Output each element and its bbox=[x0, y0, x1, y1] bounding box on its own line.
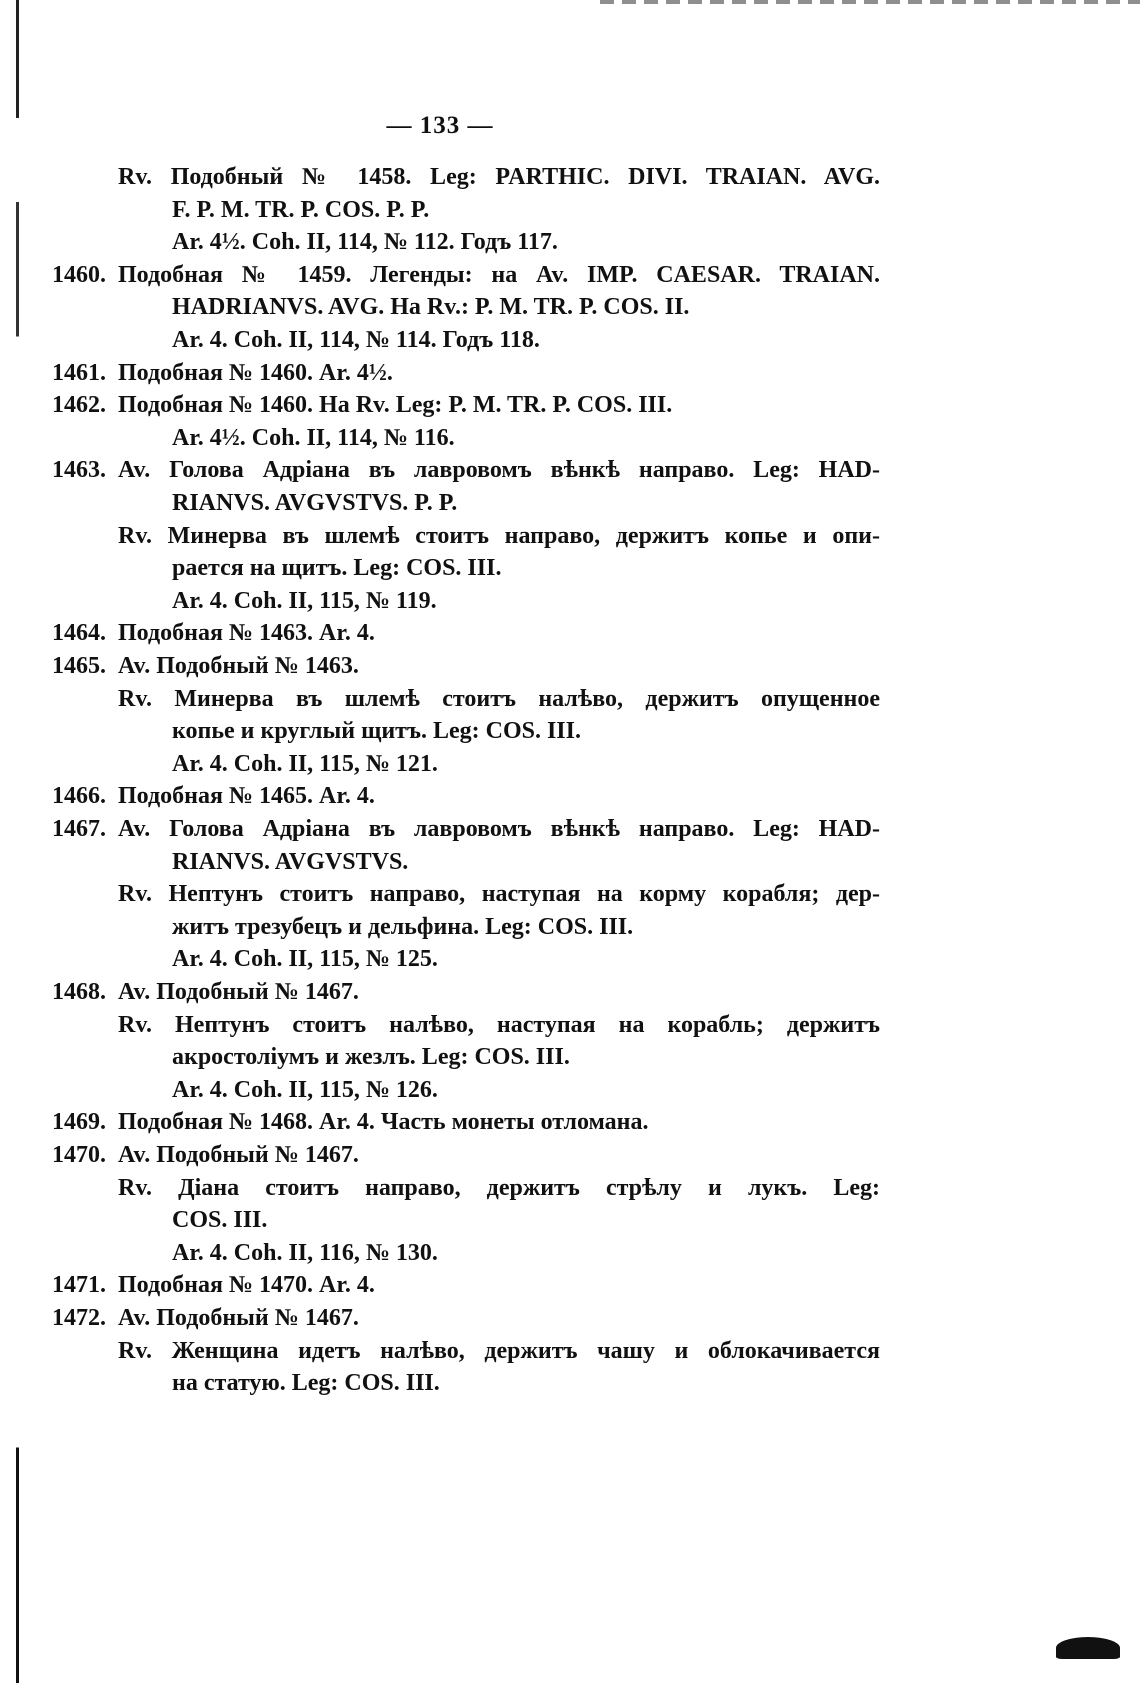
entry-number: 1472. bbox=[52, 1305, 106, 1331]
entry-text: Ar. 4. Coh. II, 115, № 125. bbox=[172, 946, 438, 973]
entry-text: Подобная № 1460. Ar. 4½. bbox=[118, 359, 393, 386]
entry-text: Rv. Минерва въ шлемѣ стоитъ направо, держитъ копье и опи- bbox=[118, 522, 880, 549]
scan-edge-top bbox=[600, 0, 1140, 4]
entry-line-numbered bbox=[0, 779, 1140, 813]
entry-line-numbered bbox=[0, 453, 1140, 487]
entry-text: F. P. M. TR. P. COS. P. P. bbox=[172, 196, 430, 223]
entry-line bbox=[0, 1203, 1140, 1237]
entry-text: Rv. Минерва въ шлемѣ стоитъ налѣво, держитъ опущенное bbox=[118, 685, 880, 712]
entry-line-numbered bbox=[0, 1105, 1140, 1139]
entry-text: Ar. 4½. Coh. II, 114, № 112. Годъ 117. bbox=[172, 229, 558, 256]
entry-text: HADRIANVS. AVG. На Rv.: P. M. TR. P. COS. II. bbox=[172, 294, 690, 321]
entry-line bbox=[0, 1008, 1140, 1042]
entry-text: Av. Голова Адріана въ лавровомъ вѣнкѣ направо. Leg: HAD- bbox=[118, 457, 880, 484]
entry-line bbox=[0, 1334, 1140, 1368]
entry-text: Ar. 4. Coh. II, 115, № 121. bbox=[172, 750, 438, 777]
entry-text: Rv. Нептунъ стоитъ направо, наступая на корму корабля; дер- bbox=[118, 881, 880, 908]
entry-number: 1461. bbox=[52, 359, 106, 386]
entry-text: Подобная № 1463. Ar. 4. bbox=[118, 620, 375, 647]
entry-line-numbered bbox=[0, 812, 1140, 846]
entry-line bbox=[0, 877, 1140, 911]
entry-line-numbered bbox=[0, 975, 1140, 1009]
entry-text: COS. III. bbox=[172, 1207, 268, 1234]
entry-number: 1463. bbox=[52, 457, 106, 484]
entry-text: Ar. 4. Coh. II, 116, № 130. bbox=[172, 1239, 438, 1266]
entry-line bbox=[0, 486, 1140, 520]
entry-text: рается на щитъ. Leg: COS. III. bbox=[172, 555, 502, 582]
entry-number: 1467. bbox=[52, 816, 106, 842]
entry-line bbox=[0, 551, 1140, 585]
entry-text: RIANVS. AVGVSTVS. bbox=[172, 848, 409, 875]
entry-line bbox=[0, 323, 1140, 357]
entry-text: Av. Подобный № 1467. bbox=[118, 1142, 359, 1168]
entry-text: Подобная № 1460. На Rv. Leg: P. M. TR. P. COS. III. bbox=[118, 392, 673, 419]
entry-line bbox=[0, 1073, 1140, 1107]
entry-line-numbered bbox=[0, 1268, 1140, 1302]
entry-text: акростоліумъ и жезлъ. Leg: COS. III. bbox=[172, 1044, 570, 1071]
entry-text: Rv. Діана стоитъ направо, держитъ стрѣлу и лукъ. Leg: bbox=[118, 1174, 880, 1201]
entry-line bbox=[0, 421, 1140, 455]
entry-text: копье и круглый щитъ. Leg: COS. III. bbox=[172, 718, 581, 745]
entry-line-numbered bbox=[0, 356, 1140, 390]
entry-number: 1466. bbox=[52, 783, 106, 810]
entry-line-numbered bbox=[0, 1138, 1140, 1172]
entry-number: 1469. bbox=[52, 1109, 106, 1136]
entry-text: Ar. 4. Coh. II, 115, № 126. bbox=[172, 1076, 438, 1103]
entry-line bbox=[0, 1366, 1140, 1400]
entry-text: Av. Голова Адріана въ лавровомъ вѣнкѣ направо. Leg: HAD- bbox=[118, 816, 880, 842]
entry-text: Av. Подобный № 1463. bbox=[118, 653, 359, 679]
entry-line bbox=[0, 1040, 1140, 1074]
entry-number: 1460. bbox=[52, 261, 106, 288]
entry-text: Подобная № 1468. Ar. 4. Часть монеты отломана. bbox=[118, 1109, 649, 1136]
entry-line bbox=[0, 193, 1140, 227]
entry-line bbox=[0, 519, 1140, 553]
entry-text: Rv. Нептунъ стоитъ налѣво, наступая на корабль; держитъ bbox=[118, 1011, 880, 1038]
entry-line bbox=[0, 1171, 1140, 1205]
entry-line bbox=[0, 1236, 1140, 1270]
entry-text: на статую. Leg: COS. III. bbox=[172, 1370, 440, 1397]
entry-text: Av. Подобный № 1467. bbox=[118, 1305, 359, 1331]
entry-line bbox=[0, 714, 1140, 748]
entry-text: Rv. Женщина идетъ налѣво, держитъ чашу и облокачивается bbox=[118, 1337, 880, 1364]
entry-line bbox=[0, 910, 1140, 944]
entry-text: Ar. 4. Coh. II, 114, № 114. Годъ 118. bbox=[172, 327, 540, 353]
page-number: — 133 — bbox=[386, 112, 494, 139]
entry-text: Rv. Подобный № 1458. Leg: PARTHIC. DIVI. TRAIAN. AVG. bbox=[118, 164, 880, 190]
entry-text: Ar. 4. Coh. II, 115, № 119. bbox=[172, 587, 437, 614]
entry-line-numbered bbox=[0, 1301, 1140, 1335]
scan-ink-blot bbox=[1056, 1637, 1120, 1659]
entry-text: Ar. 4½. Coh. II, 114, № 116. bbox=[172, 424, 455, 451]
entry-number: 1464. bbox=[52, 620, 106, 647]
entry-line bbox=[0, 942, 1140, 976]
entry-line bbox=[0, 290, 1140, 324]
entry-line-numbered bbox=[0, 616, 1140, 650]
entry-text: Подобная № 1465. Ar. 4. bbox=[118, 783, 375, 810]
entry-line bbox=[0, 225, 1140, 259]
entry-number: 1465. bbox=[52, 653, 106, 679]
entry-number: 1470. bbox=[52, 1142, 106, 1168]
entry-number: 1462. bbox=[52, 392, 106, 419]
entry-line bbox=[0, 682, 1140, 716]
entry-text: Av. Подобный № 1467. bbox=[118, 979, 359, 1005]
entry-line-numbered bbox=[0, 388, 1140, 422]
entry-text: Подобная № 1470. Ar. 4. bbox=[118, 1272, 375, 1299]
entry-number: 1471. bbox=[52, 1272, 106, 1299]
entry-text: Подобная № 1459. Легенды: на Av. IMP. CAESAR. TRAIAN. bbox=[118, 261, 880, 288]
entry-line bbox=[0, 845, 1140, 879]
entry-line-numbered bbox=[0, 258, 1140, 292]
entry-text: житъ трезубецъ и дельфина. Leg: COS. III. bbox=[172, 913, 634, 940]
entry-number: 1468. bbox=[52, 979, 106, 1005]
entry-line bbox=[0, 160, 1140, 194]
entry-line bbox=[0, 747, 1140, 781]
entry-line bbox=[0, 584, 1140, 618]
entry-text: RIANVS. AVGVSTVS. P. P. bbox=[172, 490, 458, 516]
entry-line-numbered bbox=[0, 649, 1140, 683]
